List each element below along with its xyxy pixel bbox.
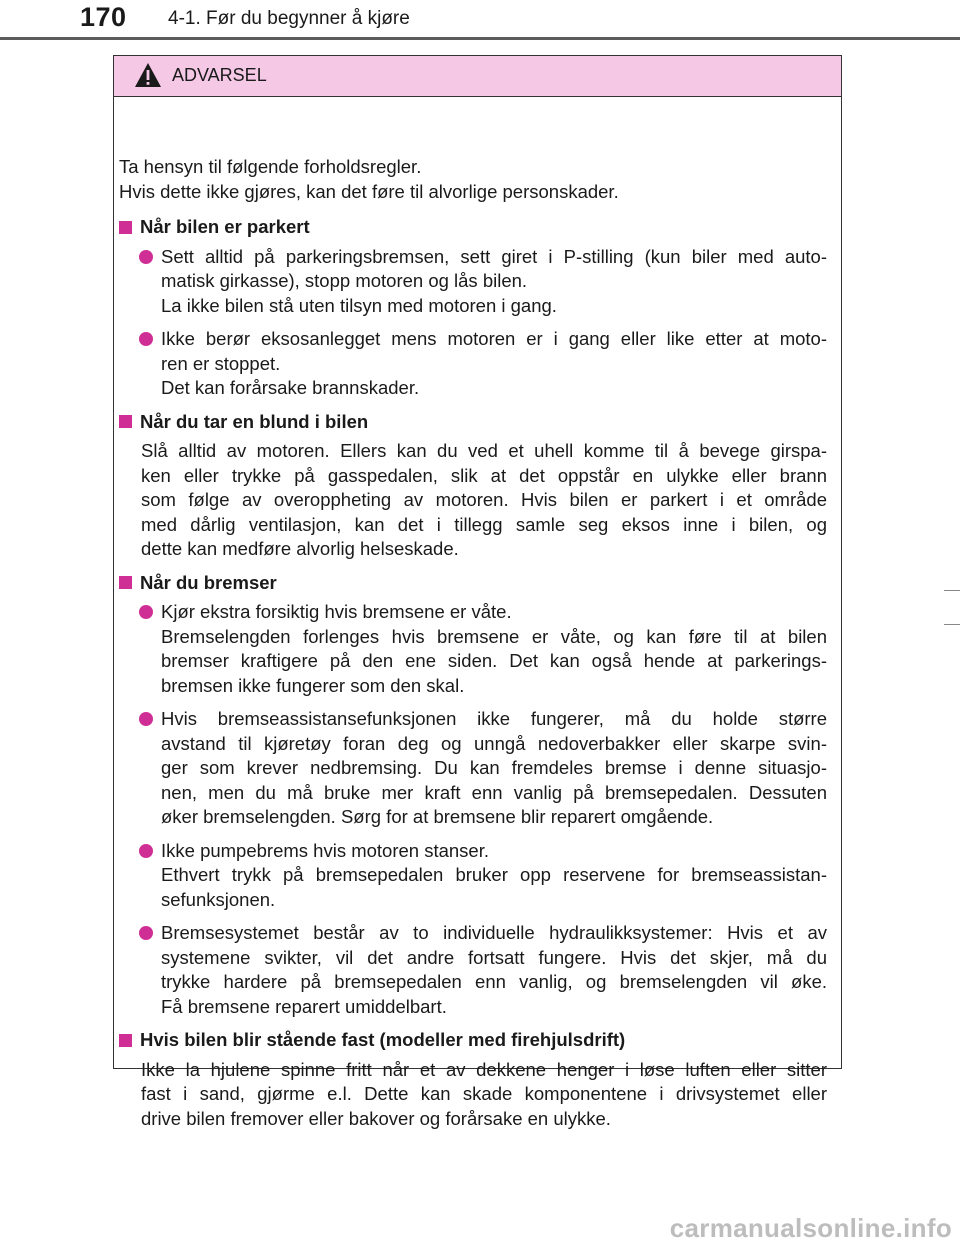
section-heading	[119, 215, 827, 240]
margin-tick	[944, 590, 960, 591]
section-title: 4-1. Før du begynner å kjøre	[168, 8, 410, 29]
text-line: sefunksjonen.	[161, 888, 276, 910]
text-line: nen, men du må bruke mer kraft enn vanlig på bremsepedalen. Dessuten	[161, 781, 827, 803]
round-bullet-icon	[139, 926, 153, 940]
watermark: carmanualsonline.info	[669, 1213, 952, 1243]
section-title-text: Når du tar en blund i bilen	[140, 410, 369, 432]
warning-box	[113, 55, 842, 1129]
text-line: Slå alltid av motoren. Ellers kan du ved et uhell komme til å bevege girspa-	[141, 440, 827, 461]
bullet-item	[119, 600, 827, 698]
warning-section	[119, 1028, 827, 1131]
bullet-item	[119, 839, 827, 913]
text-line: systemene svikter, vil det andre fortsatt fungere. Hvis det skjer, må du	[161, 946, 827, 968]
square-bullet-icon	[119, 576, 132, 589]
section-paragraph	[119, 1058, 827, 1132]
round-bullet-icon	[139, 712, 153, 726]
header-rule	[0, 37, 960, 40]
section-title-text: Når du bremser	[140, 571, 277, 593]
square-bullet-icon	[119, 221, 132, 234]
section-paragraph	[119, 439, 827, 562]
text-line: med dårlig ventilasjon, kan det i tillegg samle seg eksos inne i bilen, og	[141, 513, 827, 535]
text-line: Få bremsene reparert umiddelbart.	[161, 995, 447, 1017]
warning-header	[114, 56, 841, 97]
text-line: matisk girkasse), stopp motoren og lås bilen.	[161, 270, 528, 291]
text-line: som følge av overoppheting av motoren. Hvis bilen er parkert i et område	[141, 489, 827, 510]
round-bullet-icon	[139, 250, 153, 264]
intro-text	[119, 155, 827, 204]
text-line: La ikke bilen stå uten tilsyn med motoren i gang.	[161, 294, 557, 316]
text-line: Bremselengden forlenges hvis bremsene er våte, og kan føre til at bilen	[161, 625, 827, 647]
round-bullet-icon	[139, 605, 153, 619]
text-line: Ikke la hjulene spinne fritt når et av dekkene henger i løse luften eller sitter	[141, 1058, 827, 1080]
text-line: Hvis bremseassistansefunksjonen ikke fungerer, må du holde større	[161, 708, 827, 729]
text-line: Kjør ekstra forsiktig hvis bremsene er våte.	[161, 601, 512, 622]
text-line: Det kan forårsake brannskader.	[161, 377, 420, 398]
text-line: trykke hardere på bremsepedalen enn vanlig, og bremselengden vil øke.	[161, 971, 827, 992]
section-title-text: Hvis bilen blir stående fast (modeller med firehjulsdrift)	[140, 1029, 626, 1050]
text-line: ren er stoppet.	[161, 352, 281, 374]
intro-line: Ta hensyn til følgende forholdsregler.	[119, 156, 422, 177]
section-heading	[119, 1028, 827, 1053]
text-line: Bremsesystemet består av to individuelle hydraulikksystemer: Hvis et av	[161, 922, 827, 943]
text-line: fast i sand, gjørme e.l. Dette kan skade komponentene i drivsystemet eller	[141, 1083, 827, 1104]
warning-body	[114, 97, 841, 1131]
warning-sections	[119, 215, 827, 1131]
text-line: dette kan medføre alvorlig helseskade.	[141, 538, 459, 559]
intro-line: Hvis dette ikke gjøres, kan det føre til alvorlige personskader.	[119, 180, 619, 202]
section-heading	[119, 410, 827, 435]
square-bullet-icon	[119, 1034, 132, 1047]
text-line: Sett alltid på parkeringsbremsen, sett giret i P-stilling (kun biler med auto-	[161, 245, 827, 267]
margin-tick	[944, 624, 960, 625]
bullet-item	[119, 327, 827, 401]
round-bullet-icon	[139, 332, 153, 346]
text-line: øker bremselengden. Sørg for at bremsene blir reparert omgående.	[161, 806, 714, 827]
bullet-item	[119, 707, 827, 830]
bullet-item	[119, 245, 827, 319]
text-line: drive bilen fremover eller bakover og forårsake en ulykke.	[141, 1107, 611, 1129]
page-number: 170	[80, 2, 127, 32]
square-bullet-icon	[119, 415, 132, 428]
text-line: bremser kraftigere på den ene siden. Det kan også hende at parkerings-	[161, 650, 827, 671]
text-line: Ikke pumpebrems hvis motoren stanser.	[161, 839, 490, 861]
warning-section	[119, 215, 827, 401]
text-line: ken eller trykke på gasspedalen, slik at det oppstår en ulykke eller brann	[141, 464, 827, 486]
text-line: ger som krever nedbremsing. Du kan fremdeles bremse i denne situasjo-	[161, 757, 827, 778]
text-line: bremsen ikke fungerer som den skal.	[161, 674, 465, 696]
round-bullet-icon	[139, 844, 153, 858]
warning-triangle-icon	[134, 62, 162, 88]
warning-label: ADVARSEL	[172, 65, 267, 85]
section-title-text: Når bilen er parkert	[140, 216, 310, 237]
text-line: Ethvert trykk på bremsepedalen bruker opp reservene for bremseassistan-	[161, 864, 827, 885]
text-line: Ikke berør eksosanlegget mens motoren er i gang eller like etter at moto-	[161, 328, 827, 349]
section-heading	[119, 571, 827, 596]
warning-section	[119, 571, 827, 1020]
warning-section	[119, 410, 827, 562]
bullet-item	[119, 921, 827, 1019]
text-line: avstand til kjøretøy foran deg og unngå nedoverbakker eller skarpe svin-	[161, 732, 827, 754]
